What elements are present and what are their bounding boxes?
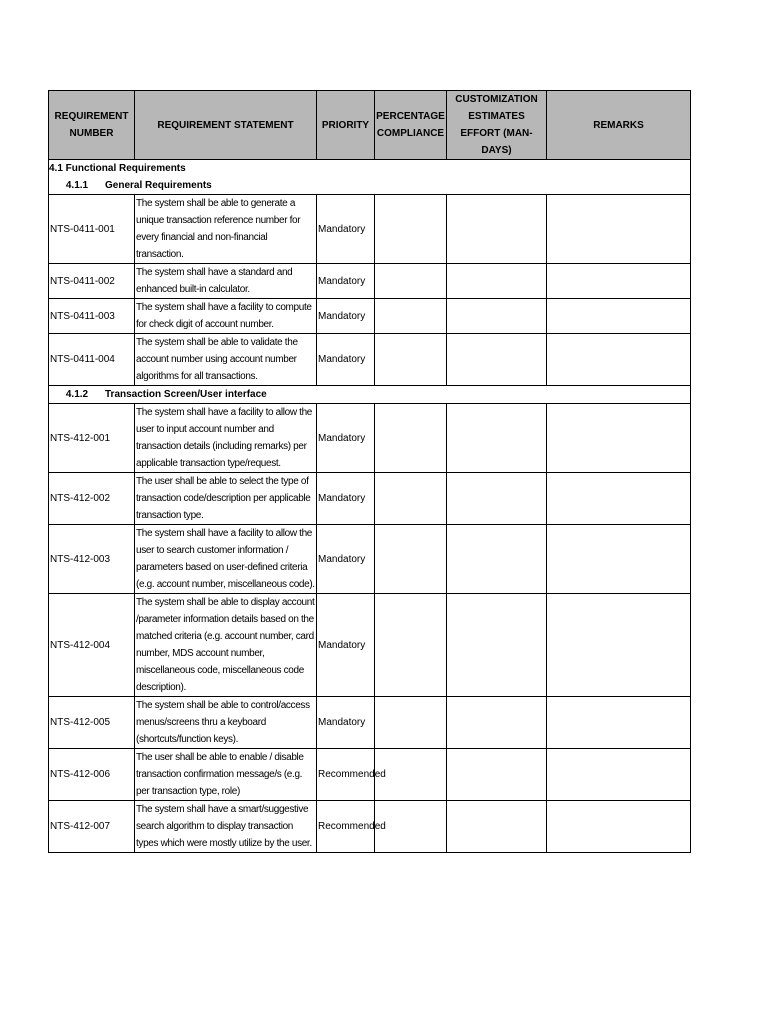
section-row [49,160,691,178]
compliance-cell[interactable] [375,697,447,749]
header-priority: PRIORITY [317,91,375,160]
header-requirement-statement: REQUIREMENT STATEMENT [135,91,317,160]
compliance-cell[interactable] [375,264,447,299]
subsection-heading [49,177,691,195]
table-row [49,299,691,334]
compliance-cell[interactable] [375,525,447,594]
section-title: 4.1 Functional Requirements [49,160,691,178]
customization-effort-cell[interactable] [447,195,547,264]
header-row [49,91,691,160]
priority-cell: Mandatory [317,264,375,299]
priority-cell: Mandatory [317,697,375,749]
customization-effort-cell[interactable] [447,749,547,801]
remarks-cell[interactable] [547,195,691,264]
priority-cell: Mandatory [317,334,375,386]
remarks-cell[interactable] [547,594,691,697]
subsection-row [49,386,691,404]
requirement-number-cell: NTS-412-001 [49,404,135,473]
customization-effort-cell[interactable] [447,473,547,525]
priority-cell: Mandatory [317,525,375,594]
requirement-statement-cell: The system shall have a standard and enhanced built-in calculator. [135,264,317,299]
requirement-number-cell: NTS-0411-004 [49,334,135,386]
priority-cell: Recommended [317,801,375,853]
requirement-statement-cell: The user shall be able to enable / disable transaction confirmation message/s (e.g. per transaction type, role) [135,749,317,801]
remarks-cell[interactable] [547,334,691,386]
compliance-cell[interactable] [375,299,447,334]
requirement-statement-cell: The system shall be able to validate the account number using account number algorithms for all transactions. [135,334,317,386]
compliance-cell[interactable] [375,195,447,264]
compliance-cell[interactable] [375,404,447,473]
requirement-number-cell: NTS-412-007 [49,801,135,853]
subsection-number: 4.1.2 [65,389,89,400]
requirements-table [48,90,691,853]
table-row [49,404,691,473]
header-remarks: REMARKS [547,91,691,160]
requirement-number-cell: NTS-412-004 [49,594,135,697]
header-customization-effort: CUSTOMIZATION ESTIMATES EFFORT (MAN-DAYS) [447,91,547,160]
table-row [49,801,691,853]
requirement-statement-cell: The user shall be able to select the type of transaction code/description per applicable transaction type. [135,473,317,525]
table-row [49,334,691,386]
compliance-cell[interactable] [375,594,447,697]
header-percentage-compliance: PERCENTAGE COMPLIANCE [375,91,447,160]
requirement-statement-cell: The system shall have a facility to allow the user to input account number and transaction details (including remarks) per applicable transaction type/request. [135,404,317,473]
requirement-statement-cell: The system shall have a facility to allow the user to search customer information / parameters based on user-defined criteria (e.g. account number, miscellaneous code). [135,525,317,594]
requirement-number-cell: NTS-412-002 [49,473,135,525]
customization-effort-cell[interactable] [447,334,547,386]
requirement-number-cell: NTS-412-005 [49,697,135,749]
remarks-cell[interactable] [547,801,691,853]
table-row [49,697,691,749]
remarks-cell[interactable] [547,404,691,473]
requirement-number-cell: NTS-412-006 [49,749,135,801]
subsection-number: 4.1.1 [65,180,89,191]
requirements-sheet [48,90,690,853]
requirement-statement-cell: The system shall have a smart/suggestive search algorithm to display transaction types which were mostly utilize by the user. [135,801,317,853]
table-row [49,473,691,525]
requirement-number-cell: NTS-0411-003 [49,299,135,334]
customization-effort-cell[interactable] [447,525,547,594]
remarks-cell[interactable] [547,473,691,525]
remarks-cell[interactable] [547,299,691,334]
customization-effort-cell[interactable] [447,697,547,749]
priority-cell: Mandatory [317,299,375,334]
customization-effort-cell[interactable] [447,801,547,853]
table-row [49,525,691,594]
priority-cell: Mandatory [317,404,375,473]
customization-effort-cell[interactable] [447,264,547,299]
subsection-row [49,177,691,195]
requirement-number-cell: NTS-412-003 [49,525,135,594]
remarks-cell[interactable] [547,264,691,299]
table-row [49,749,691,801]
remarks-cell[interactable] [547,749,691,801]
requirements-body [49,160,691,853]
customization-effort-cell[interactable] [447,404,547,473]
priority-cell: Mandatory [317,195,375,264]
requirement-statement-cell: The system shall be able to generate a unique transaction reference number for every financial and non-financial transaction. [135,195,317,264]
customization-effort-cell[interactable] [447,299,547,334]
table-row [49,264,691,299]
table-row [49,195,691,264]
subsection-title: Transaction Screen/User interface [105,389,267,400]
remarks-cell[interactable] [547,697,691,749]
requirement-statement-cell: The system shall have a facility to compute for check digit of account number. [135,299,317,334]
priority-cell: Mandatory [317,473,375,525]
requirement-number-cell: NTS-0411-002 [49,264,135,299]
subsection-title: General Requirements [105,180,212,191]
priority-cell: Recommended [317,749,375,801]
subsection-heading [49,386,691,404]
compliance-cell[interactable] [375,473,447,525]
requirement-number-cell: NTS-0411-001 [49,195,135,264]
customization-effort-cell[interactable] [447,594,547,697]
priority-cell: Mandatory [317,594,375,697]
header-requirement-number: REQUIREMENT NUMBER [49,91,135,160]
requirement-statement-cell: The system shall be able to control/access menus/screens thru a keyboard (shortcuts/function keys). [135,697,317,749]
table-row [49,594,691,697]
remarks-cell[interactable] [547,525,691,594]
requirement-statement-cell: The system shall be able to display account /parameter information details based on the matched criteria (e.g. account number, card number, MDS account number, miscellaneous code, miscellaneous code description). [135,594,317,697]
compliance-cell[interactable] [375,334,447,386]
